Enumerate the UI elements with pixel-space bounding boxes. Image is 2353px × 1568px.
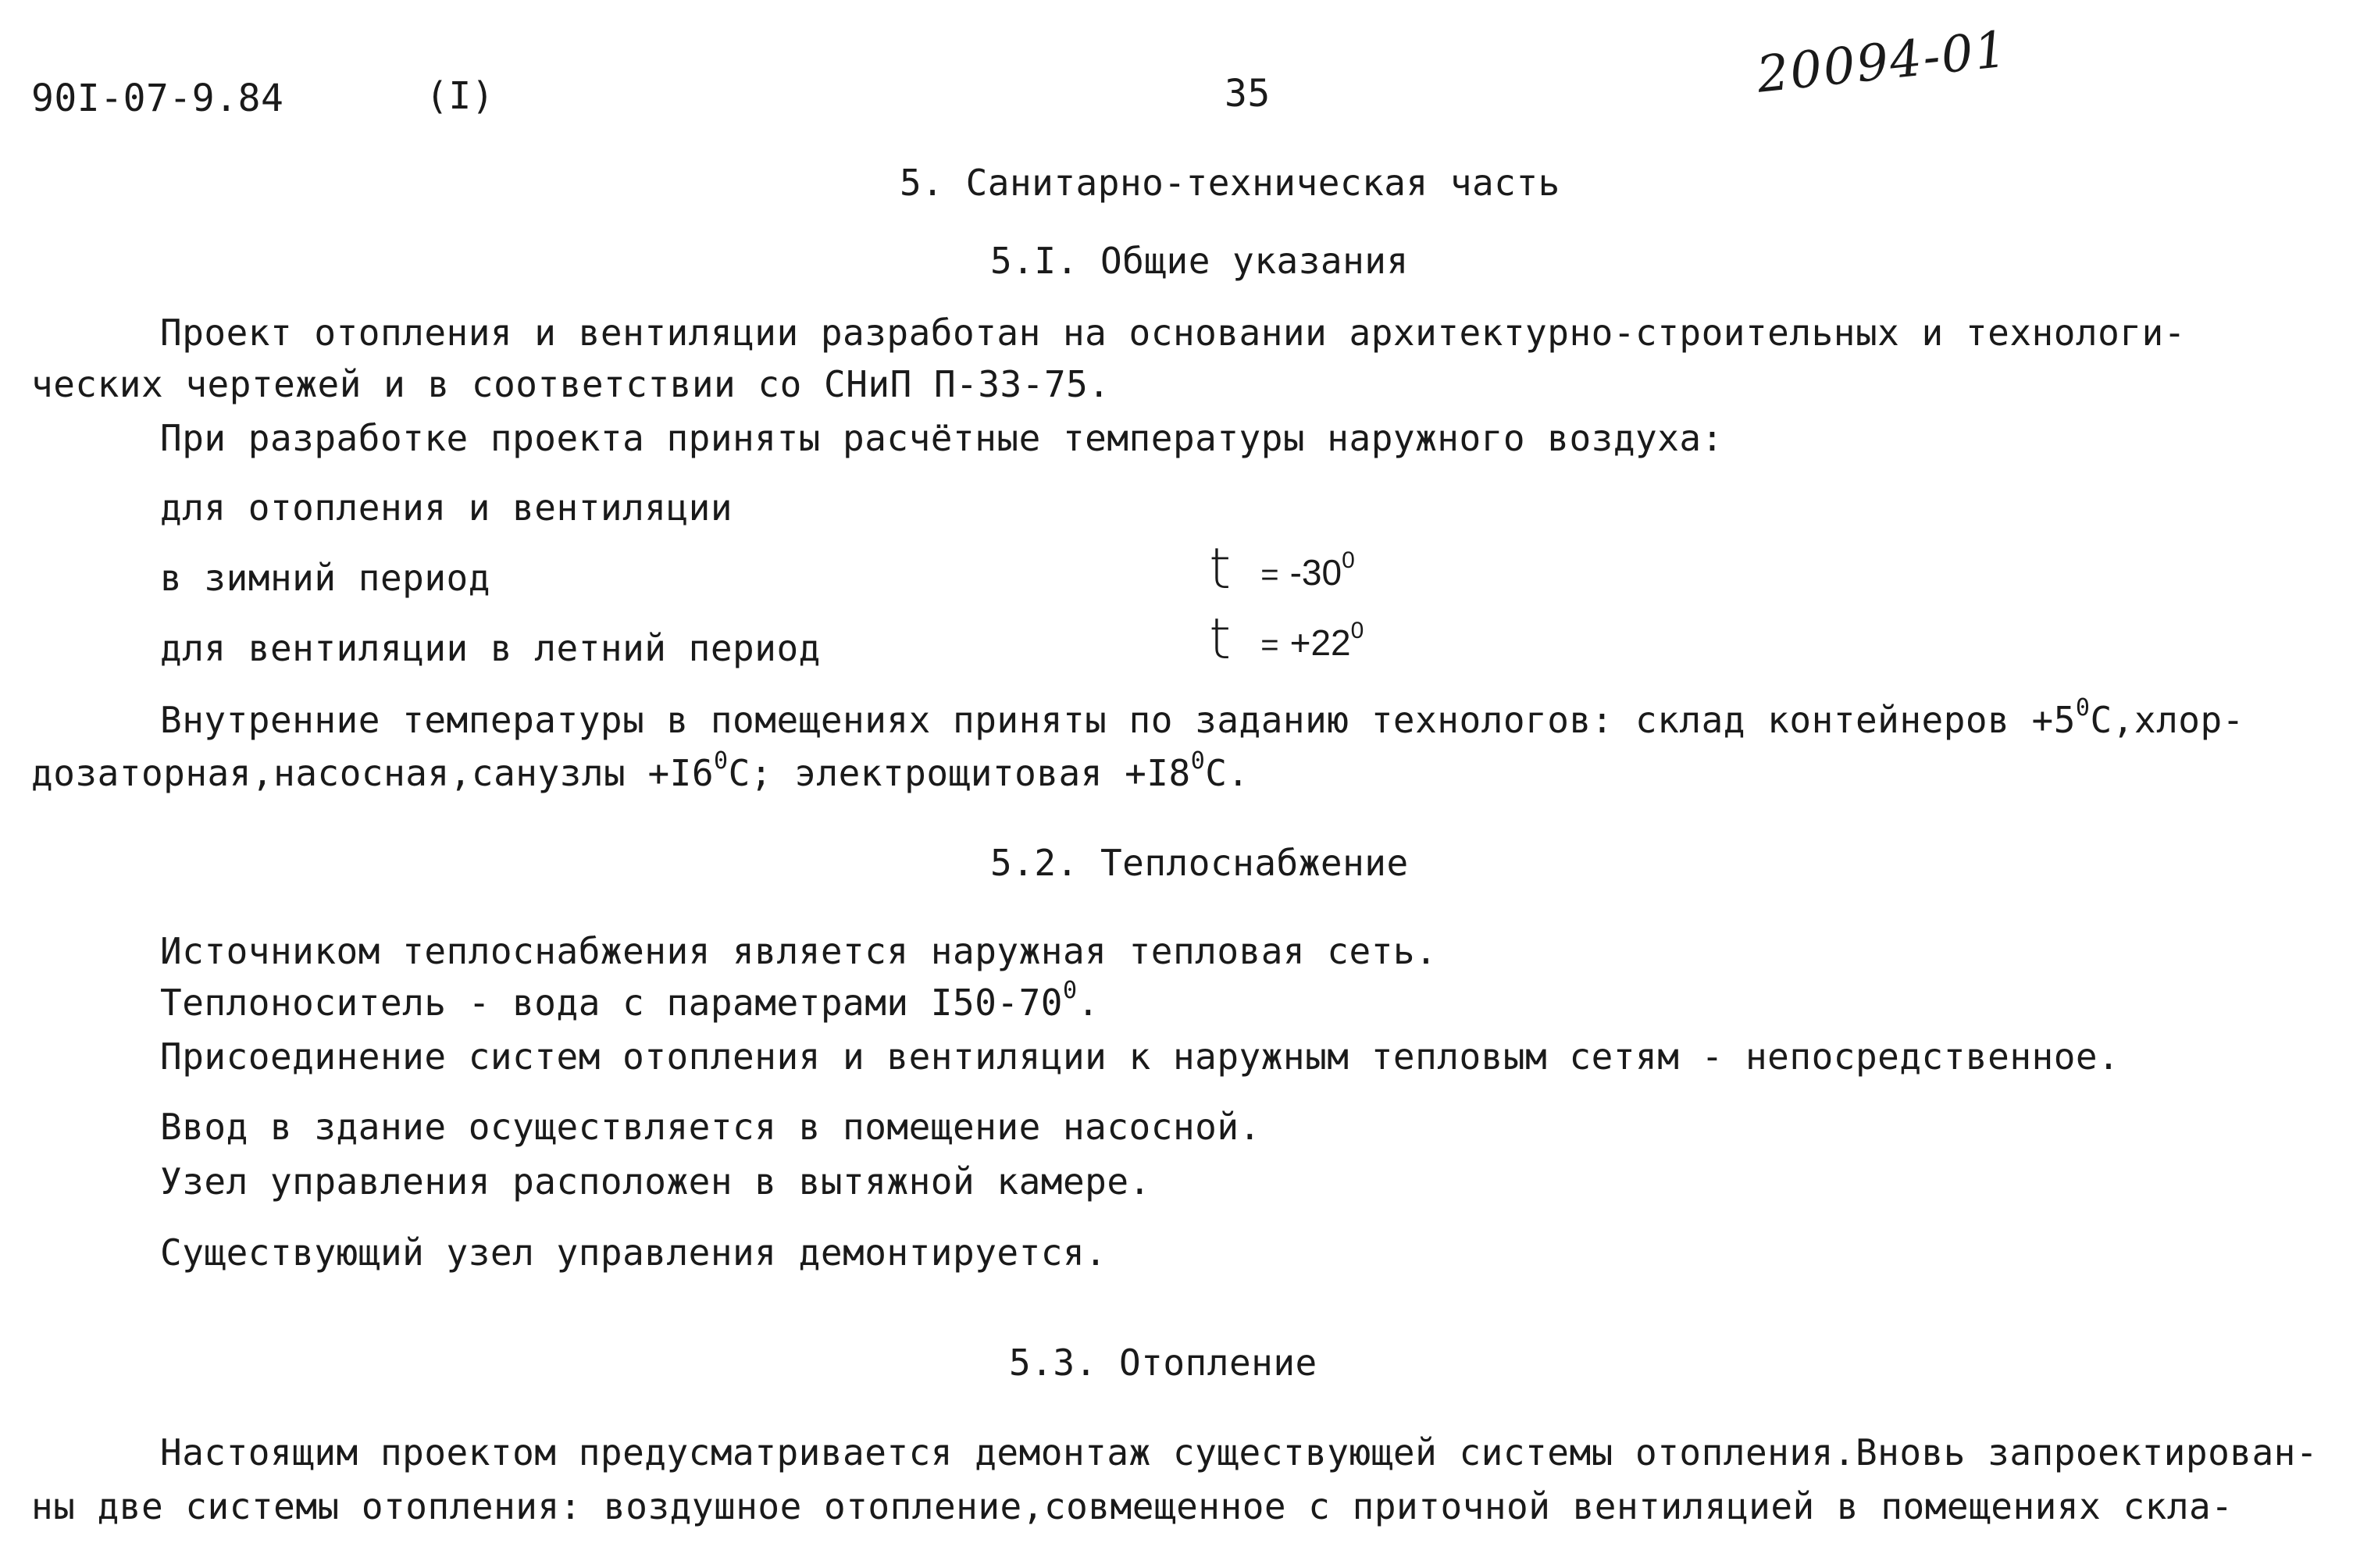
paragraph-4-line-1 — [160, 694, 2244, 742]
heat-supply-line-5: Узел управления расположен в вытяжной камере. — [160, 1160, 1151, 1203]
paragraph-4-line-1-text: Внутренние температуры в помещениях приняты по заданию технологов: склад контейнеров +5 — [160, 699, 2076, 741]
paragraph-4-line-2-text: дозаторная,насосная,санузлы +I6 — [31, 752, 715, 794]
heating-line-1: Настоящим проектом предусматривается демонтаж существующей системы отопления.Вновь запроектирован- — [160, 1431, 2319, 1474]
section-5-3-heading: 5.3. Отопление — [1009, 1342, 1317, 1384]
paragraph-3: для отопления и вентиляции — [160, 486, 733, 529]
degree-mark: 0 — [1342, 547, 1355, 573]
paragraph-1-line-2: ческих чертежей и в соответствии со СНиП П-33-75. — [31, 363, 1111, 405]
paragraph-4-line-2 — [31, 747, 1250, 795]
degree-mark: 0 — [1062, 977, 1078, 1004]
section-5-2-heading: 5.2. Теплоснабжение — [990, 842, 1409, 884]
paragraph-4-line-1-tail: С,хлор- — [2090, 699, 2244, 741]
paragraph-2: При разработке проекта приняты расчётные температуры наружного воздуха: — [160, 417, 1724, 459]
heat-supply-line-2 — [160, 977, 1100, 1025]
temperature-symbol: t — [1209, 606, 1232, 672]
summer-temperature-value: +22 — [1289, 622, 1351, 663]
winter-temperature-value: -30 — [1289, 552, 1342, 593]
heat-supply-line-4: Ввод в здание осуществляется в помещение насосной. — [160, 1106, 1261, 1148]
summer-temperature — [1209, 606, 1364, 672]
heat-supply-line-3: Присоединение систем отопления и вентиляции к наружным тепловым сетям - непосредственное. — [160, 1035, 2120, 1078]
heat-carrier-tail: . — [1077, 982, 1100, 1024]
winter-temperature — [1209, 536, 1355, 601]
degree-mark: 0 — [1190, 747, 1206, 775]
winter-period-label: в зимний период — [160, 557, 490, 599]
degree-mark: 0 — [1350, 618, 1364, 643]
equals-sign: = — [1260, 628, 1279, 662]
paragraph-4-line-2-mid: С; электрощитовая +I8 — [728, 752, 1191, 794]
inventory-number-handwritten: 20094-01 — [1754, 20, 2011, 105]
paragraph-1-line-1: Проект отопления и вентиляции разработан на основании архитектурно-строительных и технологи- — [160, 312, 2186, 354]
heat-supply-line-6: Существующий узел управления демонтируется. — [160, 1231, 1107, 1274]
degree-mark: 0 — [2075, 694, 2091, 722]
equals-sign: = — [1260, 558, 1279, 592]
page-number: 35 — [1225, 72, 1271, 116]
section-5-heading: 5. Санитарно-техническая часть — [900, 162, 1560, 204]
degree-mark: 0 — [714, 747, 729, 775]
part-number: (I) — [426, 74, 495, 118]
temperature-symbol: t — [1209, 536, 1232, 601]
paragraph-4-line-2-tail: С. — [1205, 752, 1250, 794]
heating-line-2: ны две системы отопления: воздушное отопление,совмещенное с приточной вентиляцией в помещениях скла- — [31, 1485, 2234, 1527]
document-code: 90I-07-9.84 — [31, 77, 284, 120]
section-5-1-heading: 5.I. Общие указания — [990, 240, 1409, 282]
heat-supply-line-1: Источником теплоснабжения является наружная тепловая сеть. — [160, 930, 1438, 972]
heat-carrier-text: Теплоноситель - вода с параметрами I50-70 — [160, 982, 1063, 1024]
summer-period-label: для вентиляции в летний период — [160, 627, 821, 669]
